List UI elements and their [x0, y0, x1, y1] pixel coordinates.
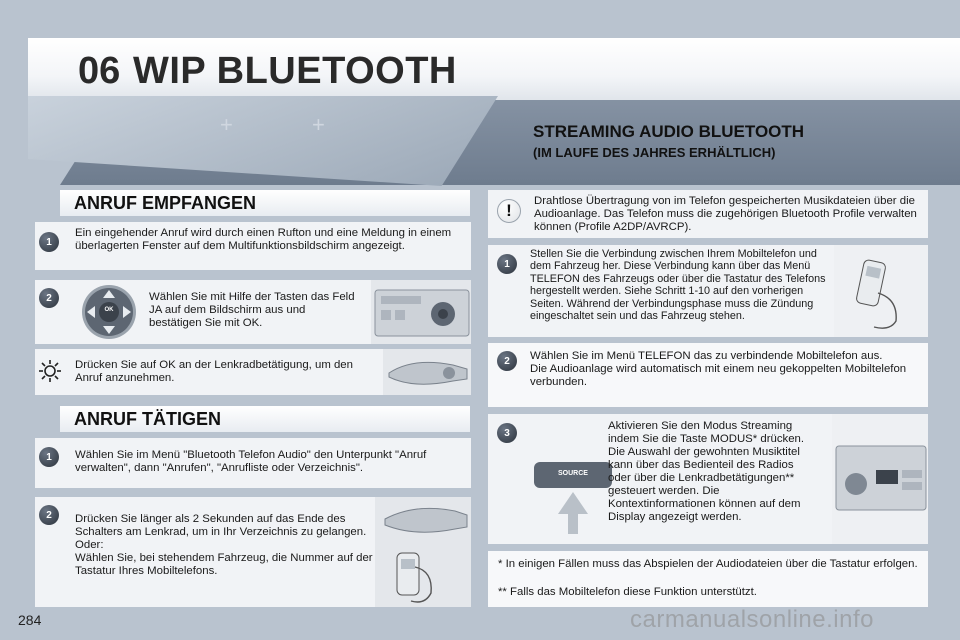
radio-panel-icon	[832, 414, 928, 544]
step-number-badge: 1	[497, 254, 517, 274]
source-button-label: SOURCE	[558, 470, 588, 477]
steering-stalk-illustration	[383, 349, 471, 395]
taetigen-step-2-panel	[35, 497, 471, 607]
footnotes-panel	[488, 551, 928, 607]
plus-decoration-icon: +	[312, 112, 325, 137]
empfangen-step-1-panel	[35, 222, 471, 270]
phone-and-stalk-illustration	[375, 497, 471, 607]
empfangen-steering-panel	[35, 349, 471, 395]
footnote-2: ** Falls das Mobiltelefon diese Funktion unterstützt.	[498, 586, 757, 598]
streaming-step-2-text: Wählen Sie im Menü TELEFON das zu verbindende Mobiltelefon aus. Die Audioanlage wird automatisch mit einem neu gekoppelten Mobiltelefon verbunden.	[530, 350, 907, 388]
plus-decoration-icon: +	[220, 112, 233, 137]
radio-panel-icon	[371, 280, 471, 344]
streaming-title: STREAMING AUDIO BLUETOOTH	[533, 122, 805, 141]
taetigen-step-1-panel	[35, 438, 471, 488]
phone-illustration	[834, 245, 928, 337]
streaming-warning-text: Drahtlose Übertragung von im Telefon gespeicherten Musikdateien über die Audioanlage. Das Telefon muss die zugehörigen Bluetooth Profile verwalten können (Profile A2DP/AVRCP).	[534, 195, 917, 233]
step-number-badge: 2	[497, 351, 517, 371]
streaming-step-2-panel	[488, 343, 928, 407]
page-number: 284	[18, 612, 42, 628]
steering-control-icon	[39, 360, 61, 382]
step-number-badge: 3	[497, 423, 517, 443]
radio-unit-illustration	[371, 280, 471, 344]
step-number-badge: 2	[39, 288, 59, 308]
streaming-subtitle: (IM LAUFE DES JAHRES ERHÄLTLICH)	[533, 145, 776, 160]
empfangen-step-1-text: Ein eingehender Anruf wird durch einen Rufton und eine Meldung in einem überlagerten Fenster auf dem Multifunktionsbildschirm angezeigt.	[75, 227, 452, 252]
footnote-1: * In einigen Fällen muss das Abspielen der Audiodateien über die Tastatur erfolgen.	[498, 558, 918, 570]
page-title: WIP BLUETOOTH	[133, 50, 457, 92]
watermark: carmanualsonline.info	[630, 606, 874, 633]
streaming-step-3-panel	[488, 414, 928, 544]
empfangen-step-2-panel	[35, 280, 471, 344]
ok-button-label: OK	[104, 307, 114, 313]
anruf-empfangen-heading: ANRUF EMPFANGEN	[60, 190, 470, 216]
empfangen-step-2-text: Wählen Sie mit Hilfe der Tasten das Feld JA auf dem Bildschirm aus und bestätigen Sie mit OK.	[149, 291, 355, 329]
source-key-illustration	[528, 422, 618, 540]
step-number-badge: 2	[39, 505, 59, 525]
source-button-icon	[528, 422, 618, 540]
streaming-step-3-text: Aktivieren Sie den Modus Streaming indem Sie die Taste MODUS* drücken. Die Auswahl der gewohnten Musiktitel kann über das Bedienteil des Radios oder über die Lenkradbetätigungen** gesteuert werden. Die Kontextinformationen können auf dem Display angezeigt werden.	[608, 420, 805, 523]
streaming-step-1-text: Stellen Sie die Verbindung zwischen Ihrem Mobiltelefon und dem Fahrzeug her. Diese Verbindung kann über das Menü TELEFON des Fahrzeugs oder über die Tastatur des Telefons hergestellt werden. Siehe Schritt 1-10 auf den vorherigen Seiten. Während der Verbindungsphase muss die Zündung eingeschaltet sein und das Fahrzeug stehen.	[530, 248, 826, 323]
taetigen-step-1-text: Wählen Sie im Menü "Bluetooth Telefon Audio" den Unterpunkt "Anruf verwalten", dann "Anrufen", "Anrufliste oder Verzeichnis".	[75, 449, 427, 474]
empfangen-steering-text: Drücken Sie auf OK an der Lenkradbetätigung, um den Anruf anzunehmen.	[75, 359, 353, 384]
phone-hand-icon	[375, 497, 471, 607]
taetigen-step-2-text: Drücken Sie länger als 2 Sekunden auf das Ende des Schalters am Lenkrad, um in Ihr Verzeichnis zu gelangen. Oder: Wählen Sie, bei stehendem Fahrzeug, die Nummer auf der Tastatur Ihres Mobiltelefons.	[75, 513, 373, 577]
chapter-number: 06	[78, 50, 121, 92]
anruf-taetigen-heading: ANRUF TÄTIGEN	[60, 406, 470, 432]
step-number-badge: 1	[39, 232, 59, 252]
steering-stalk-icon	[383, 349, 471, 395]
warning-icon: !	[497, 199, 521, 223]
streaming-warning-panel	[488, 190, 928, 238]
mobile-phone-icon	[834, 245, 928, 337]
streaming-step-1-panel	[488, 245, 928, 337]
radio-source-illustration	[832, 414, 928, 544]
step-number-badge: 1	[39, 447, 59, 467]
